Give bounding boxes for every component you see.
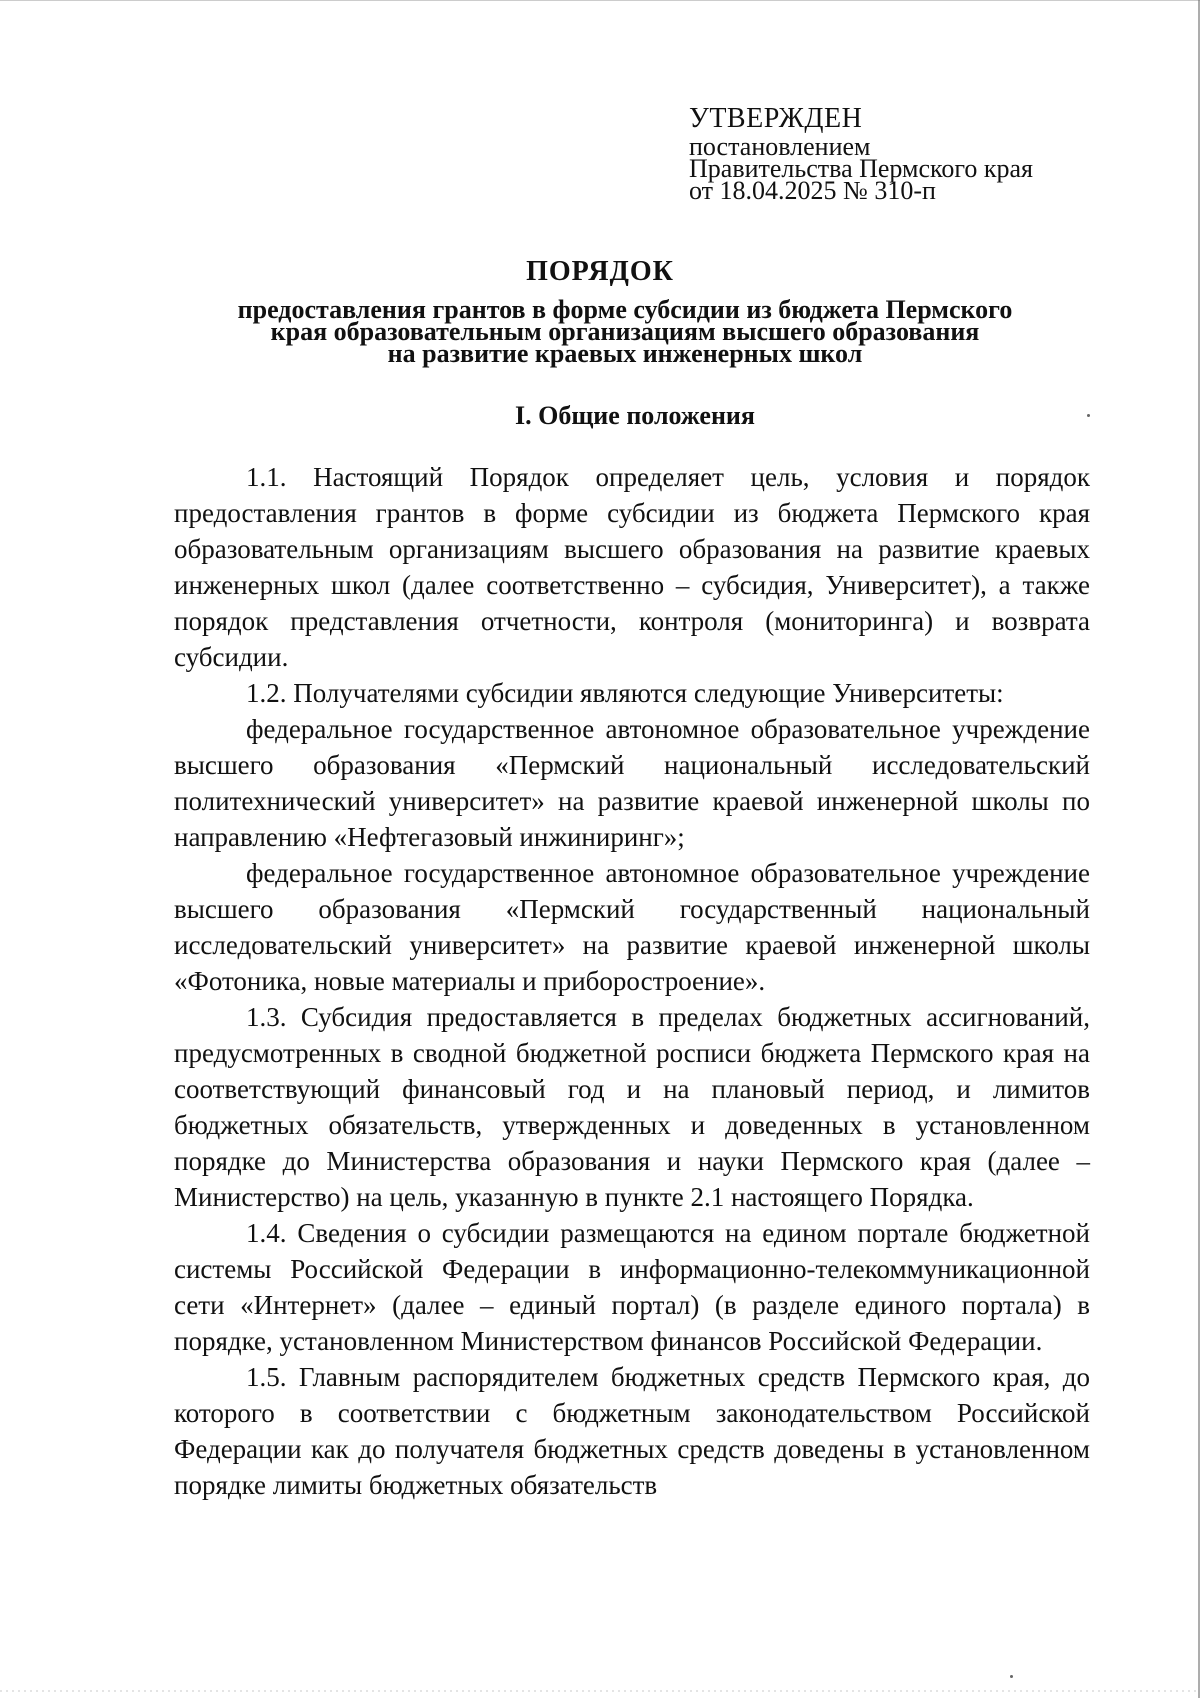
subtitle-line-1: предоставления грантов в форме субсидии из бюджета Пермского xyxy=(237,295,1013,324)
subtitle-line-2: края образовательным организациям высшего образования xyxy=(270,317,980,346)
document-body xyxy=(174,459,1090,1503)
paragraph-1-3: 1.3. Субсидия предоставляется в пределах бюджетных ассигнований, предусмотренных в сводной бюджетной росписи бюджета Пермского края на соответствующий финансовый год и на плановый период, и лимитов бюджетных обязательств, утвержденных и доведенных в установленном порядке до Министерства образования и науки Пермского края (далее – Министерство) на цель, указанную в пункте 2.1 настоящего Порядка. xyxy=(174,1002,1090,1212)
approval-line-2: Правительства Пермского края xyxy=(689,154,1033,183)
paragraph-1-4: 1.4. Сведения о субсидии размещаются на едином портале бюджетной системы Российской Федерации в информационно-телекоммуникационной сети «Интернет» (далее – единый портал) (в разделе единого портала) в порядке, установленном Министерством финансов Российской Федерации. xyxy=(174,1218,1090,1356)
document-subtitle xyxy=(160,295,1090,368)
paragraph-1-2-b: федеральное государственное автономное образовательное учреждение высшего образования «Пермский государственный национальный исследовательский университет» на развитие краевой инженерной школы «Фотоника, новые материалы и приборостроение». xyxy=(174,858,1090,996)
document-title: ПОРЯДОК xyxy=(526,256,674,287)
approval-title: УТВЕРЖДЕН xyxy=(689,103,863,134)
paragraph-1-2: 1.2. Получателями субсидии являются следующие Университеты: xyxy=(246,678,1004,708)
approval-line-1: постановлением xyxy=(689,132,871,161)
scan-speck xyxy=(1010,1675,1013,1678)
paragraph-1-1: 1.1. Настоящий Порядок определяет цель, условия и порядок предоставления грантов в форме субсидии из бюджета Пермского края образовательным организациям высшего образования на развитие краевых инженерных школ (далее соответственно – субсидия, Университет), а также порядок представления отчетности, контроля (мониторинга) и возврата субсидии. xyxy=(174,462,1090,672)
approval-line-3: от 18.04.2025 № 310-п xyxy=(689,176,936,205)
paragraph-1-5: 1.5. Главным распорядителем бюджетных средств Пермского края, до которого в соответствии с бюджетным законодательством Российской Федерации как до получателя бюджетных средств доведены в установленном порядке лимиты бюджетных обязательств xyxy=(174,1362,1090,1500)
paragraph-1-2-a: федеральное государственное автономное образовательное учреждение высшего образования «Пермский национальный исследовательский политехнический университет» на развитие краевой инженерной школы по направлению «Нефтегазовый инжиниринг»; xyxy=(174,714,1090,852)
subtitle-line-3: на развитие краевых инженерных школ xyxy=(387,339,863,368)
approval-block xyxy=(689,102,1159,205)
scan-bottom-edge xyxy=(0,1690,1200,1692)
scan-top-edge xyxy=(0,0,1200,1)
scan-speck xyxy=(1087,414,1090,417)
section-heading: I. Общие положения xyxy=(515,401,755,430)
